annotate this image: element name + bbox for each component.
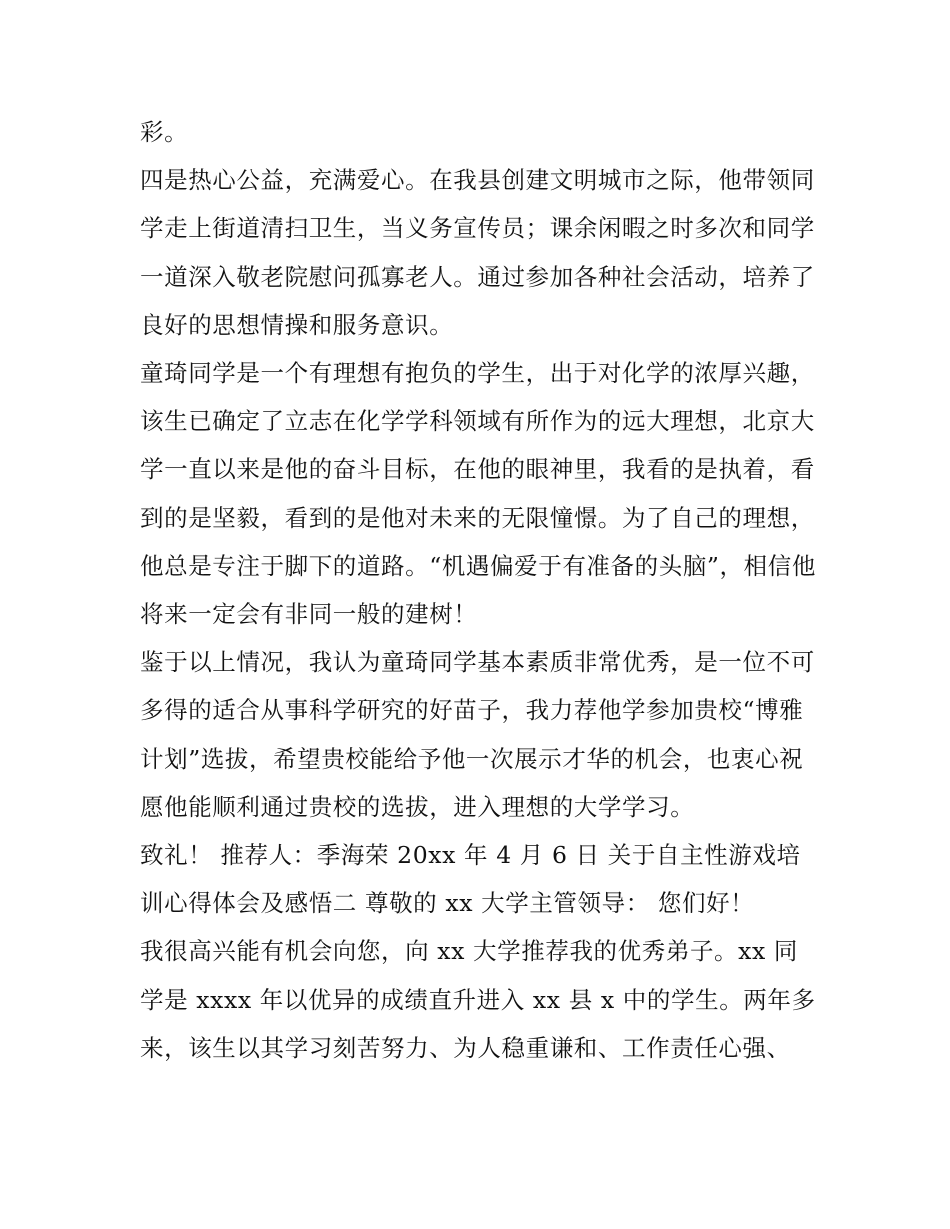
paragraph: 四是热心公益，充满爱心。在我县创建文明城市之际，他带领同学走上街道清扫卫生，当义务宣传员；课余闲暇之时多次和同学一道深入敬老院慰问孤寡老人。通过参加各种社会活动，培养了良好的思想情操和服务意识。 xyxy=(140,166,815,339)
paragraph: 致礼！ 推荐人：季海荣 20xx 年 4 月 6 日 关于自主性游戏培训心得体会及感悟二 尊敬的 xx 大学主管领导： 您们好！ xyxy=(140,841,801,918)
document-page xyxy=(140,108,820,1072)
paragraph: 彩。 xyxy=(140,118,189,146)
paragraph: 鉴于以上情况，我认为童琦同学基本素质非常优秀，是一位不可多得的适合从事科学研究的好苗子，我力荐他学参加贵校“博雅计划”选拔，希望贵校能给予他一次展示才华的机会，也衷心祝愿他能顺利通过贵校的选拔，进入理想的大学学习。 xyxy=(140,648,815,821)
paragraph: 童琦同学是一个有理想有抱负的学生，出于对化学的浓厚兴趣，该生已确定了立志在化学学科领域有所作为的远大理想，北京大学一直以来是他的奋斗目标，在他的眼神里，我看的是执着，看到的是坚毅，看到的是他对未来的无限憧憬。为了自己的理想，他总是专注于脚下的道路。“机遇偏爱于有准备的头脑”，相信他将来一定会有非同一般的建树！ xyxy=(140,359,816,629)
paragraph: 我很高兴能有机会向您，向 xx 大学推荐我的优秀弟子。xx 同学是 xxxx 年以优异的成绩直升进入 xx 县 x 中的学生。两年多来，该生以其学习刻苦努力、为人稳重谦和、工作责任心强、 xyxy=(140,937,816,1062)
